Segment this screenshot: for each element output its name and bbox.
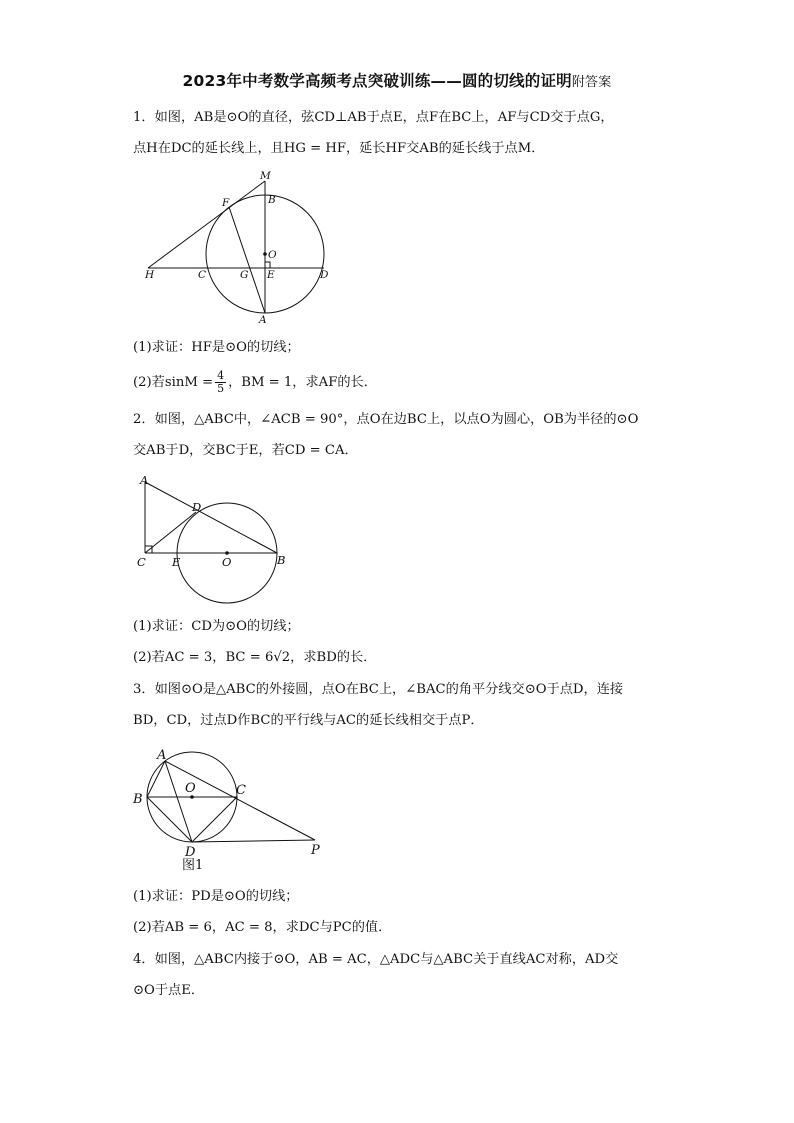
q1-label-H: H — [145, 269, 155, 281]
q3-label-B: B — [133, 792, 143, 807]
q3-part1: (1)求证：PD是⊙O的切线； — [133, 889, 299, 904]
q1-label-E: E — [267, 269, 275, 281]
title-text: 2023年中考数学高频考点突破训练——圆的切线的证明 — [182, 72, 572, 90]
q1-label-C: C — [198, 269, 207, 281]
q2-part2: (2)若AC = 3，BC = 6√2，求BD的长． — [133, 650, 377, 665]
q2-line-AB — [145, 482, 277, 553]
q3-label-C: C — [236, 783, 246, 798]
q2-part1: (1)求证：CD为⊙O的切线； — [133, 619, 300, 634]
q1-right-angle — [265, 262, 270, 268]
q2-stem-line2: 交AB于D，交BC于E，若CD = CA． — [133, 443, 358, 458]
q1-label-M: M — [260, 170, 271, 182]
q1-stem-line1: 1．如图，AB是⊙O的直径，弦CD⊥AB于点E，点F在BC上，AF与CD交于点G， — [133, 110, 614, 125]
q2-label-A: A — [140, 473, 149, 487]
q3-figure-caption: 图1 — [182, 858, 204, 872]
q4-stem-line1: 4．如图，△ABC内接于⊙O，AB = AC，△ADC与△ABC关于直线AC对称，AD交 — [133, 952, 619, 967]
q1-label-F: F — [222, 197, 230, 209]
q1-part2-prefix: (2)若sinM = — [133, 375, 214, 390]
q3-line-BD — [147, 797, 192, 842]
title-suffix: 附答案 — [571, 75, 612, 90]
q1-line-FA — [229, 207, 265, 313]
document-title — [0, 69, 794, 91]
q1-label-A: A — [259, 314, 267, 326]
q2-label-D: D — [192, 500, 202, 514]
q3-figure — [130, 742, 330, 872]
q1-part1: (1)求证：HF是⊙O的切线； — [133, 340, 300, 355]
q3-label-A: A — [157, 748, 167, 763]
q3-part2: (2)若AB = 6，AC = 8，求DC与PC的值． — [133, 920, 392, 935]
q1-stem-line2: 点H在DC的延长线上，且HG = HF，延长HF交AB的延长线于点M． — [133, 141, 545, 156]
q1-label-G: G — [240, 269, 249, 281]
q3-line-DP — [192, 840, 315, 842]
q3-label-P: P — [311, 843, 320, 858]
q1-frac-num: 4 — [217, 369, 225, 382]
q2-label-O: O — [222, 555, 232, 569]
q1-sin-fraction — [215, 370, 226, 395]
q1-frac-den: 5 — [217, 382, 225, 395]
q2-label-E: E — [172, 555, 181, 569]
q2-line-CD — [145, 512, 196, 553]
q3-line-CD — [192, 797, 237, 842]
q2-figure — [132, 472, 297, 607]
q3-line-AB — [147, 761, 165, 797]
q1-label-B: B — [268, 194, 276, 206]
q3-stem-line2: BD，CD，过点D作BC的平行线与AC的延长线相交于点P． — [133, 713, 484, 728]
q4-stem-line2: ⊙O于点E． — [133, 983, 205, 998]
q2-label-C: C — [137, 555, 146, 569]
q1-part2-suffix: ，BM = 1，求AF的长． — [228, 375, 377, 390]
q3-label-O: O — [185, 781, 196, 796]
q1-label-O: O — [268, 249, 277, 261]
q3-stem-line1: 3．如图⊙O是△ABC的外接圆，点O在BC上，∠BAC的角平分线交⊙O于点D，连接 — [133, 682, 624, 697]
q1-figure — [138, 168, 338, 328]
q1-part2 — [133, 370, 377, 395]
q2-stem-line1: 2．如图，△ABC中，∠ACB = 90°，点O在边BC上，以点O为圆心，OB为半径的⊙O — [133, 412, 639, 427]
q3-label-D: D — [185, 845, 196, 860]
q2-label-B: B — [277, 553, 286, 567]
q1-center-dot — [263, 252, 267, 256]
q1-label-D: D — [320, 269, 329, 281]
